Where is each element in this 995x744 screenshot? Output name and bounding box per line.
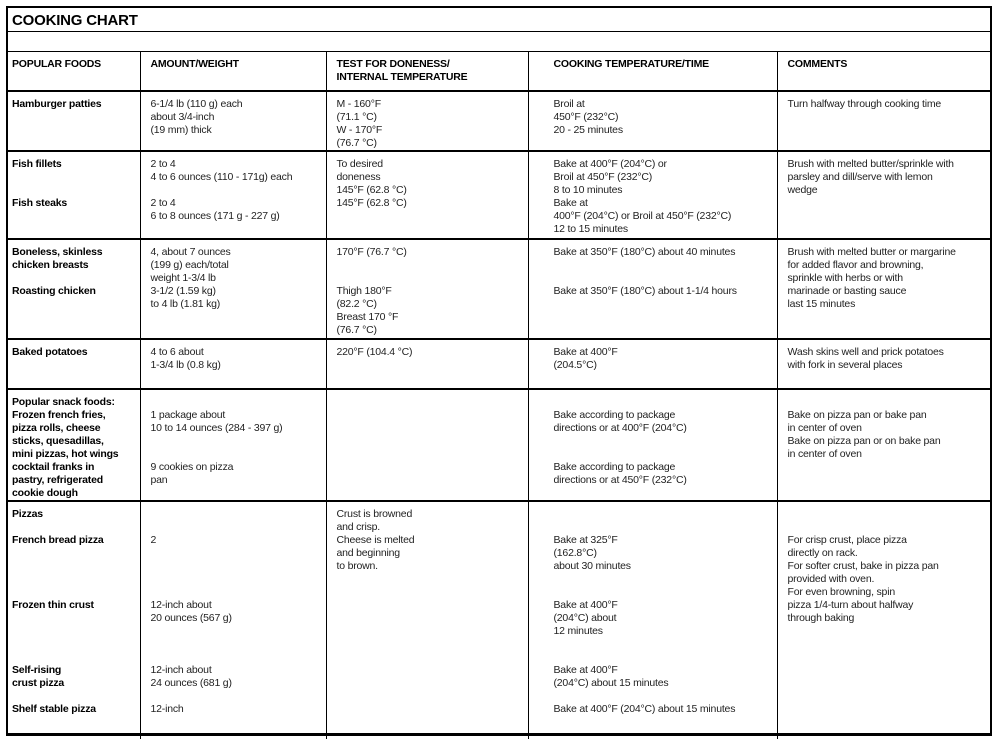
cell-line: Broil at 450°F (232°C) bbox=[553, 171, 653, 183]
cell-line: COOKING TEMPERATURE/TIME bbox=[553, 58, 709, 70]
cell-line bbox=[554, 396, 774, 409]
cell-line: Bake at 400°F (204°C) or bbox=[553, 158, 667, 170]
cell-line: Fish steaks bbox=[12, 197, 67, 209]
cell-line: Boneless, skinless bbox=[12, 246, 103, 258]
cell-line: (19 mm) thick bbox=[150, 124, 212, 136]
cell-line: and beginning bbox=[336, 547, 400, 559]
cell-line: Bake at 400°F bbox=[553, 664, 618, 676]
cell-line bbox=[12, 690, 137, 703]
cell-line: 20 ounces (567 g) bbox=[150, 612, 232, 624]
cell-line: Bake at 325°F bbox=[553, 534, 618, 546]
cell-line: 2 bbox=[150, 534, 157, 546]
cell-line: cocktail franks in bbox=[12, 461, 95, 473]
cell-line: and crisp. bbox=[336, 521, 381, 533]
table-row-chicken bbox=[8, 239, 990, 339]
cell-line: provided with oven. bbox=[787, 573, 875, 585]
cell-line: Bake at 350°F (180°C) about 40 minutes bbox=[553, 246, 736, 258]
cell-line: last 15 minutes bbox=[787, 298, 856, 310]
cell-line bbox=[554, 435, 774, 448]
cell-line bbox=[12, 272, 137, 285]
cell-line bbox=[12, 171, 137, 184]
cell-line bbox=[337, 272, 525, 285]
cell-line: Wash skins well and prick potatoes bbox=[787, 346, 944, 358]
cell-line: about 3/4-inch bbox=[150, 111, 215, 123]
cell-line bbox=[554, 448, 774, 461]
cell-chicken-food bbox=[8, 239, 140, 339]
cell-pizzas-cooking bbox=[528, 501, 777, 739]
cell-line bbox=[554, 521, 774, 534]
cell-line: in center of oven bbox=[787, 448, 862, 460]
cell-line: (76.7 °C) bbox=[336, 137, 377, 149]
cell-line bbox=[151, 586, 323, 599]
cell-line: 12 to 15 minutes bbox=[553, 223, 628, 235]
cell-line: For crisp crust, place pizza bbox=[787, 534, 907, 546]
cell-line: mini pizzas, hot wings bbox=[12, 448, 119, 460]
cell-line: Shelf stable pizza bbox=[12, 703, 96, 715]
cell-snack-foods-comments bbox=[777, 389, 990, 501]
cell-line: 170°F (76.7 °C) bbox=[336, 246, 407, 258]
cell-line: To desired bbox=[336, 158, 383, 170]
cell-line: (76.7 °C) bbox=[336, 324, 377, 336]
cell-line: 145°F (62.8 °C) bbox=[336, 184, 407, 196]
cell-line: Bake at bbox=[553, 197, 588, 209]
column-header-food bbox=[8, 52, 140, 91]
cell-line: Bake at 350°F (180°C) about 1-1/4 hours bbox=[553, 285, 737, 297]
cell-line: Pizzas bbox=[12, 508, 43, 520]
cell-line: directions or at 400°F (204°C) bbox=[553, 422, 687, 434]
cell-line bbox=[12, 625, 137, 638]
cell-line bbox=[151, 638, 323, 651]
cell-line: 24 ounces (681 g) bbox=[150, 677, 232, 689]
cell-line: Breast 170 °F bbox=[336, 311, 399, 323]
cell-line: Roasting chicken bbox=[12, 285, 96, 297]
cell-line: (162.8°C) bbox=[553, 547, 597, 559]
cell-fish-comments bbox=[777, 151, 990, 239]
cell-line: 400°F (204°C) or Broil at 450°F (232°C) bbox=[553, 210, 732, 222]
cell-line: Bake at 400°F bbox=[553, 346, 618, 358]
cell-line: 8 to 10 minutes bbox=[553, 184, 623, 196]
cell-line: Bake at 400°F (204°C) about 15 minutes bbox=[553, 703, 736, 715]
cell-hamburger-patties-food bbox=[8, 91, 140, 151]
cell-line: Brush with melted butter or margarine bbox=[787, 246, 956, 258]
cell-line: chicken breasts bbox=[12, 259, 89, 271]
cell-line: Frozen french fries, bbox=[12, 409, 106, 421]
header-row bbox=[8, 52, 990, 91]
table-row-fish bbox=[8, 151, 990, 239]
cell-line: 12-inch bbox=[150, 703, 184, 715]
cell-snack-foods-food bbox=[8, 389, 140, 501]
cell-fish-test bbox=[326, 151, 528, 239]
table-row-baked-potatoes bbox=[8, 339, 990, 389]
cell-line bbox=[151, 560, 323, 573]
cell-line: Hamburger patties bbox=[12, 98, 102, 110]
cell-line: Broil at bbox=[553, 98, 585, 110]
cell-line bbox=[554, 272, 774, 285]
cell-baked-potatoes-food bbox=[8, 339, 140, 389]
cell-line bbox=[151, 521, 323, 534]
cell-fish-amount bbox=[140, 151, 326, 239]
cell-line bbox=[12, 612, 137, 625]
cell-line: to 4 lb (1.81 kg) bbox=[150, 298, 221, 310]
cell-line: about 30 minutes bbox=[553, 560, 631, 572]
cell-line bbox=[788, 508, 988, 521]
cell-line: pan bbox=[150, 474, 168, 486]
cell-snack-foods-amount bbox=[140, 389, 326, 501]
cell-snack-foods-cooking bbox=[528, 389, 777, 501]
cell-line: French bread pizza bbox=[12, 534, 104, 546]
cell-line: Baked potatoes bbox=[12, 346, 88, 358]
cell-line: 6 to 8 ounces (171 g - 227 g) bbox=[150, 210, 280, 222]
cell-line bbox=[554, 259, 774, 272]
cell-line: 12-inch about bbox=[150, 599, 212, 611]
cell-line bbox=[12, 547, 137, 560]
cell-pizzas-test bbox=[326, 501, 528, 739]
cell-chicken-comments bbox=[777, 239, 990, 339]
cell-line bbox=[151, 184, 323, 197]
cell-line: 4 to 6 ounces (110 - 171g) each bbox=[150, 171, 293, 183]
cell-line: 10 to 14 ounces (284 - 397 g) bbox=[150, 422, 283, 434]
table-body bbox=[8, 91, 990, 739]
cell-line bbox=[12, 638, 137, 651]
title-divider-gap bbox=[8, 32, 990, 52]
cell-line: to brown. bbox=[336, 560, 378, 572]
cell-line bbox=[151, 651, 323, 664]
table-row-snack-foods bbox=[8, 389, 990, 501]
cell-line bbox=[151, 508, 323, 521]
cell-line: (199 g) each/total bbox=[150, 259, 229, 271]
cell-line: directions or at 450°F (232°C) bbox=[553, 474, 687, 486]
cell-line: (204°C) about 15 minutes bbox=[553, 677, 669, 689]
cell-line bbox=[788, 521, 988, 534]
column-header-test bbox=[326, 52, 528, 91]
cell-hamburger-patties-amount bbox=[140, 91, 326, 151]
cell-chicken-amount bbox=[140, 239, 326, 339]
cell-line bbox=[12, 651, 137, 664]
cell-pizzas-comments bbox=[777, 501, 990, 739]
cell-line: (204.5°C) bbox=[553, 359, 597, 371]
cell-line: 1 package about bbox=[150, 409, 226, 421]
cell-line bbox=[554, 638, 774, 651]
cell-line: Brush with melted butter/sprinkle with bbox=[787, 158, 954, 170]
cell-line: Self-rising bbox=[12, 664, 62, 676]
cell-line: Bake on pizza pan or on bake pan bbox=[787, 435, 941, 447]
cell-line bbox=[12, 573, 137, 586]
cell-line bbox=[12, 184, 137, 197]
cell-line: Bake on pizza pan or bake pan bbox=[787, 409, 927, 421]
cell-line: 2 to 4 bbox=[150, 158, 176, 170]
cell-line: 4 to 6 about bbox=[150, 346, 204, 358]
column-header-comments bbox=[777, 52, 990, 91]
cell-line bbox=[554, 508, 774, 521]
table-row-hamburger-patties bbox=[8, 91, 990, 151]
cell-line: Turn halfway through cooking time bbox=[787, 98, 942, 110]
cell-pizzas-amount bbox=[140, 501, 326, 739]
cell-line bbox=[151, 625, 323, 638]
cell-line bbox=[151, 547, 323, 560]
cell-line: parsley and dill/serve with lemon bbox=[787, 171, 933, 183]
table-row-pizzas bbox=[8, 501, 990, 739]
cell-line: 450°F (232°C) bbox=[553, 111, 619, 123]
cell-line: Bake according to package bbox=[553, 409, 676, 421]
cell-line: M - 160°F bbox=[336, 98, 381, 110]
cell-line: wedge bbox=[787, 184, 818, 196]
cell-line: directly on rack. bbox=[787, 547, 858, 559]
cell-line: for added flavor and browning, bbox=[787, 259, 924, 271]
cell-line: 12-inch about bbox=[150, 664, 212, 676]
cell-line: pastry, refrigerated bbox=[12, 474, 103, 486]
cell-line: W - 170°F bbox=[336, 124, 383, 136]
cell-line: weight 1-3/4 lb bbox=[150, 272, 216, 284]
cell-line: INTERNAL TEMPERATURE bbox=[336, 71, 468, 83]
cell-line bbox=[12, 586, 137, 599]
cell-line: Popular snack foods: bbox=[12, 396, 115, 408]
column-header-cooking bbox=[528, 52, 777, 91]
cell-line bbox=[337, 259, 525, 272]
cell-line: TEST FOR DONENESS/ bbox=[336, 58, 450, 70]
cell-line: pizza rolls, cheese bbox=[12, 422, 101, 434]
cell-line: Cheese is melted bbox=[336, 534, 415, 546]
cell-line: Frozen thin crust bbox=[12, 599, 94, 611]
cell-line: sticks, quesadillas, bbox=[12, 435, 104, 447]
cell-line: through baking bbox=[787, 612, 855, 624]
cooking-table bbox=[8, 52, 990, 739]
cell-line: 12 minutes bbox=[553, 625, 603, 637]
table-header bbox=[8, 52, 990, 91]
cell-line: AMOUNT/WEIGHT bbox=[150, 58, 239, 70]
cell-line: marinade or basting sauce bbox=[787, 285, 907, 297]
column-header-amount bbox=[140, 52, 326, 91]
title-bar bbox=[8, 8, 990, 32]
cell-line: doneness bbox=[336, 171, 381, 183]
cell-line: sprinkle with herbs or with bbox=[787, 272, 903, 284]
cell-line: 9 cookies on pizza bbox=[150, 461, 234, 473]
cell-snack-foods-test bbox=[326, 389, 528, 501]
cell-line: Bake according to package bbox=[553, 461, 676, 473]
cell-line: pizza 1/4-turn about halfway bbox=[787, 599, 914, 611]
cell-line: 6-1/4 lb (110 g) each bbox=[150, 98, 243, 110]
cell-chicken-cooking bbox=[528, 239, 777, 339]
cell-line bbox=[788, 396, 988, 409]
cell-baked-potatoes-comments bbox=[777, 339, 990, 389]
cell-line: COMMENTS bbox=[787, 58, 848, 70]
cell-line bbox=[12, 521, 137, 534]
cell-line: Thigh 180°F bbox=[336, 285, 392, 297]
cell-line: Crust is browned bbox=[336, 508, 413, 520]
cell-line: with fork in several places bbox=[787, 359, 903, 371]
cell-fish-food bbox=[8, 151, 140, 239]
cell-line bbox=[151, 690, 323, 703]
cell-line: For even browning, spin bbox=[787, 586, 895, 598]
cell-line: Fish fillets bbox=[12, 158, 62, 170]
cell-line: 145°F (62.8 °C) bbox=[336, 197, 407, 209]
cell-line: 4, about 7 ounces bbox=[150, 246, 231, 258]
cell-line bbox=[554, 586, 774, 599]
cell-hamburger-patties-test bbox=[326, 91, 528, 151]
cell-fish-cooking bbox=[528, 151, 777, 239]
cell-line: 3-1/2 (1.59 kg) bbox=[150, 285, 216, 297]
cell-pizzas-food bbox=[8, 501, 140, 739]
cell-hamburger-patties-comments bbox=[777, 91, 990, 151]
cell-line: POPULAR FOODS bbox=[12, 58, 101, 70]
cell-line bbox=[151, 448, 323, 461]
cell-line: in center of oven bbox=[787, 422, 862, 434]
cell-chicken-test bbox=[326, 239, 528, 339]
cell-line: cookie dough bbox=[12, 487, 78, 499]
page-title: COOKING CHART bbox=[12, 12, 138, 29]
cell-line: For softer crust, bake in pizza pan bbox=[787, 560, 939, 572]
cell-line: crust pizza bbox=[12, 677, 65, 689]
cell-line: Bake at 400°F bbox=[553, 599, 618, 611]
cell-line: 220°F (104.4 °C) bbox=[336, 346, 413, 358]
cell-line bbox=[151, 396, 323, 409]
cell-baked-potatoes-cooking bbox=[528, 339, 777, 389]
cell-baked-potatoes-amount bbox=[140, 339, 326, 389]
cell-line: 20 - 25 minutes bbox=[553, 124, 623, 136]
cell-line bbox=[554, 651, 774, 664]
cell-line: 2 to 4 bbox=[150, 197, 176, 209]
cell-line bbox=[554, 573, 774, 586]
cell-line bbox=[151, 573, 323, 586]
cell-hamburger-patties-cooking bbox=[528, 91, 777, 151]
cell-line bbox=[12, 560, 137, 573]
cell-line: 1-3/4 lb (0.8 kg) bbox=[150, 359, 221, 371]
cell-line bbox=[151, 435, 323, 448]
cooking-chart bbox=[6, 6, 992, 736]
cell-line: (82.2 °C) bbox=[336, 298, 377, 310]
cell-line bbox=[554, 690, 774, 703]
cell-line: (204°C) about bbox=[553, 612, 617, 624]
cell-baked-potatoes-test bbox=[326, 339, 528, 389]
cell-line: (71.1 °C) bbox=[336, 111, 377, 123]
